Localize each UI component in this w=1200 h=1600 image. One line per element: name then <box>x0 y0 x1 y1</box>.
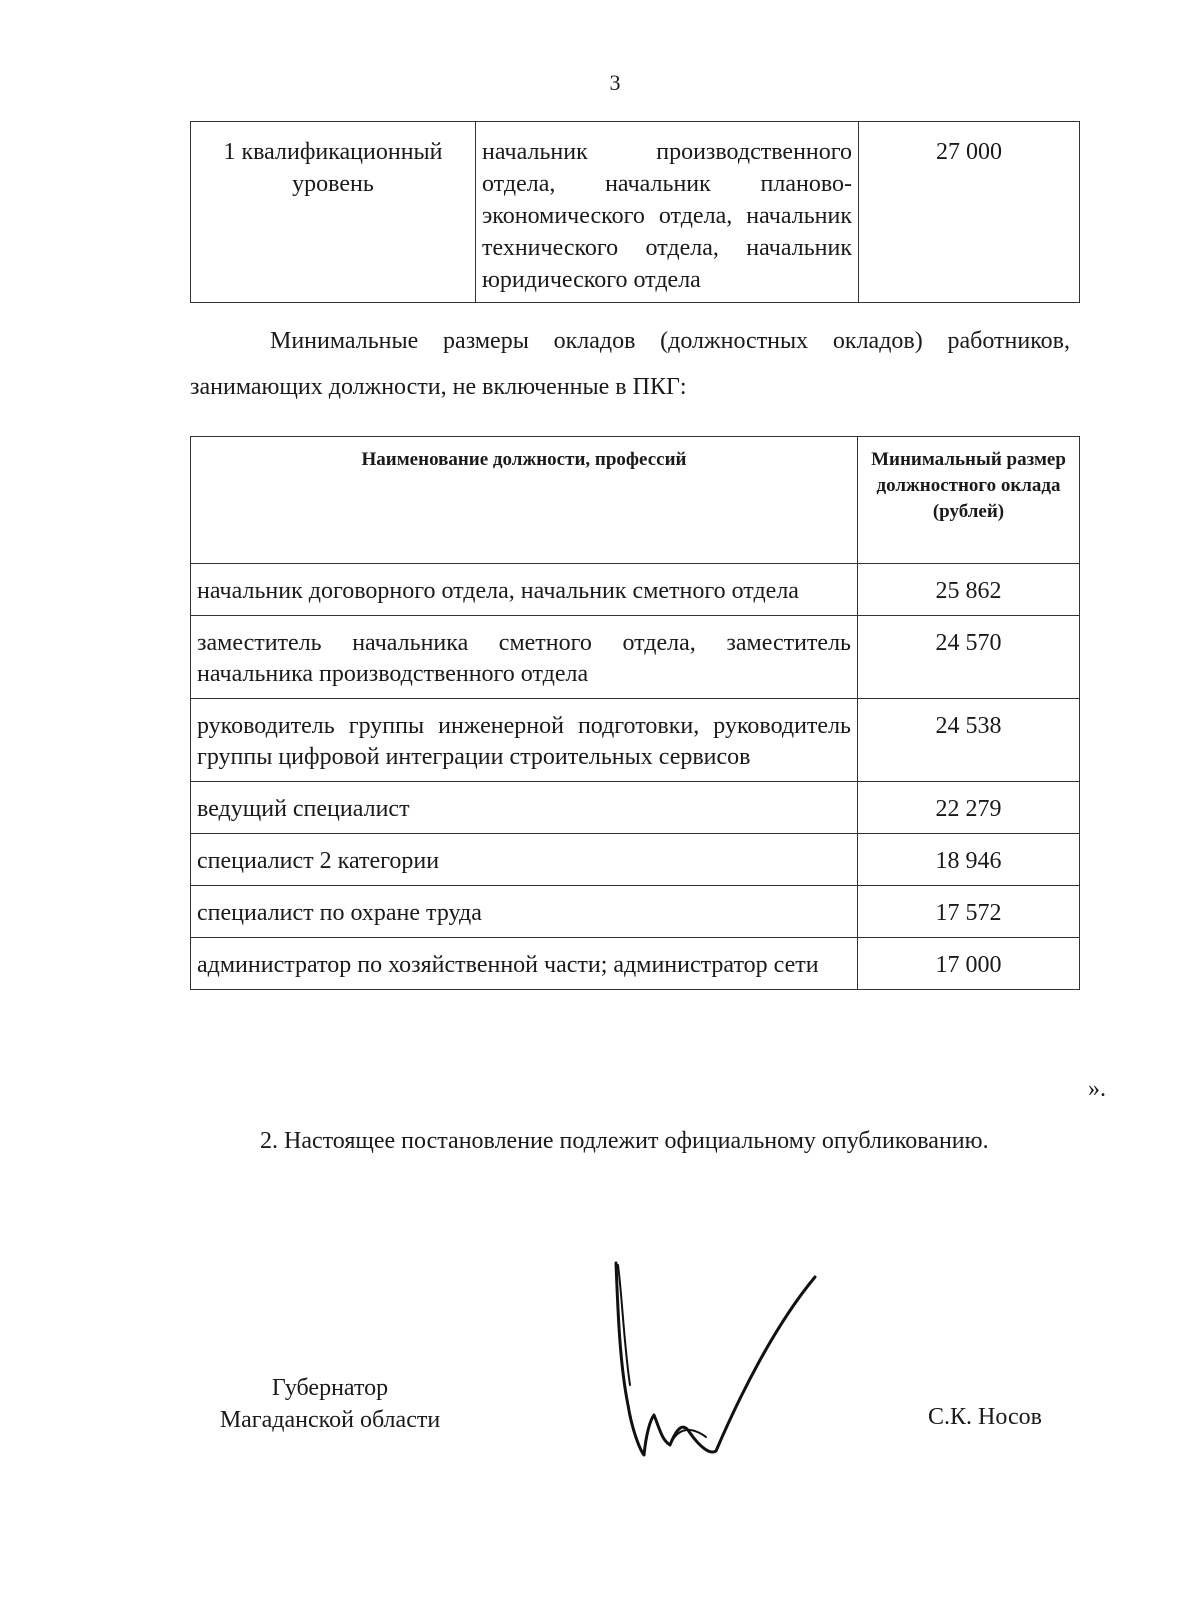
position-name-cell: начальник договорного отдела, начальник сметного отдела <box>191 564 858 616</box>
salary-value-cell: 22 279 <box>858 782 1080 834</box>
table-row <box>191 699 1080 782</box>
position-name-cell: специалист 2 категории <box>191 834 858 886</box>
header-position-name: Наименование должности, профессий <box>191 437 858 564</box>
salary-value-cell: 25 862 <box>858 564 1080 616</box>
table-row <box>191 564 1080 616</box>
table-row <box>191 782 1080 834</box>
position-name-cell: администратор по хозяйственной части; администратор сети <box>191 938 858 990</box>
table-row <box>191 886 1080 938</box>
signer-title-line1: Губернатор <box>271 1375 389 1401</box>
salary-cell: 27 000 <box>859 122 1080 303</box>
table-header-row <box>191 437 1080 564</box>
position-name-cell: руководитель группы инженерной подготовки, руководитель группы цифровой интеграции строительных сервисов <box>191 699 858 782</box>
intro-paragraph: Минимальные размеры окладов (должностных окладов) работников, занимающих должности, не включенные в ПКГ: <box>190 328 1070 400</box>
page-number: 3 <box>609 70 621 95</box>
closing-quote: ». <box>1088 1076 1106 1102</box>
header-min-salary: Минимальный размер должностного оклада (рублей) <box>858 437 1080 564</box>
salary-value-cell: 17 572 <box>858 886 1080 938</box>
table-row <box>191 616 1080 699</box>
position-name-cell: ведущий специалист <box>191 782 858 834</box>
qualification-level-cell: 1 квалификационный уровень <box>191 122 476 303</box>
position-name-cell: специалист по охране труда <box>191 886 858 938</box>
positions-salary-table <box>190 436 1080 990</box>
signer-title <box>200 1372 460 1436</box>
salary-value-cell: 24 570 <box>858 616 1080 699</box>
table-row <box>191 834 1080 886</box>
position-name-cell: заместитель начальника сметного отдела, заместитель начальника производственного отдела <box>191 616 858 699</box>
salary-value-cell: 18 946 <box>858 834 1080 886</box>
salary-value-cell: 24 538 <box>858 699 1080 782</box>
salary-value-cell: 17 000 <box>858 938 1080 990</box>
positions-cell: начальник производственного отдела, начальник планово-экономического отдела, начальник технического отдела, начальник юридического отдела <box>476 122 859 303</box>
publication-paragraph: 2. Настоящее постановление подлежит официальному опубликованию. <box>260 1128 989 1154</box>
table-row <box>191 938 1080 990</box>
table-row <box>191 122 1080 303</box>
signer-name: С.К. Носов <box>928 1404 1042 1430</box>
handwritten-signature <box>610 1255 840 1485</box>
qualification-level-table <box>190 121 1080 303</box>
signer-title-line2: Магаданской области <box>219 1407 441 1433</box>
